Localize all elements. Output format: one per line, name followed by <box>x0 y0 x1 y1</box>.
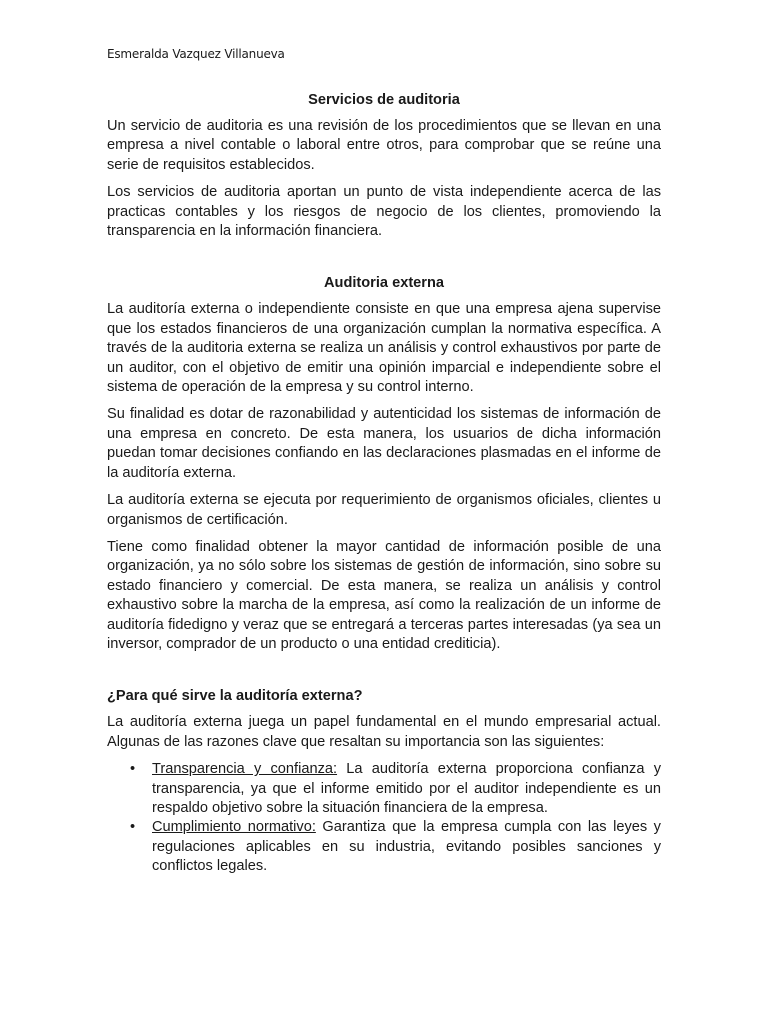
list-item <box>130 760 661 818</box>
list-item-term: Transparencia y confianza: <box>152 761 338 778</box>
section-spacer <box>107 249 661 274</box>
paragraph-externa-4: Tiene como finalidad obtener la mayor cantidad de información posible de una organización, ya no sólo sobre los sistemas de gestión de información, sino sobre su estado financiero y comercial. De esta manera, se realiza un análisis y control exhaustivo sobre la marcha de la empresa, así como la realización de un informe de auditoría fidedigno y veraz que se entregará a terceras partes interesadas (ya sea un inversor, comprador de un producto o una entidad crediticia). <box>107 538 661 652</box>
section-title-externa: Auditoria externa <box>323 275 445 292</box>
section-title-servicios: Servicios de auditoria <box>308 92 460 108</box>
bullet-icon: • <box>130 819 136 836</box>
section-title-para-que: ¿Para qué sirve la auditoría externa? <box>107 688 363 705</box>
list-item-text: Garantiza que la empresa cumpla con las leyes y regulaciones aplicables en su industria, evitando posibles sanciones y conflictos legales. <box>152 819 661 875</box>
paragraph-servicios-2: Los servicios de auditoria aportan un punto de vista independiente acerca de las practicas contables y los riesgos de negocio de los clientes, promoviendo la transparencia en la información financiera. <box>107 184 661 240</box>
author-header: Esmeralda Vazquez Villanueva <box>107 47 285 61</box>
list-item <box>130 818 661 876</box>
document-page <box>107 46 661 877</box>
reasons-list <box>107 760 661 876</box>
bullet-icon: • <box>130 761 136 778</box>
paragraph-para-que-intro: La auditoría externa juega un papel fundamental en el mundo empresarial actual. Algunas de las razones clave que resaltan su importancia son las siguientes: <box>107 714 661 750</box>
list-item-text: La auditoría externa proporciona confianza y transparencia, ya que el informe emitido por el auditor independiente es un respaldo objetivo sobre la situación financiera de la empresa. <box>152 761 661 816</box>
section-spacer <box>107 662 661 687</box>
paragraph-servicios-1: Un servicio de auditoria es una revisión de los procedimientos que se llevan en una empresa a nivel contable o laboral entre otros, para comprobar que se reúne una serie de requisitos establecidos. <box>107 118 661 173</box>
paragraph-externa-3: La auditoría externa se ejecuta por requerimiento de organismos oficiales, clientes u organismos de certificación. <box>107 492 661 528</box>
paragraph-externa-1: La auditoría externa o independiente consiste en que una empresa ajena supervise que los estados financieros de una organización cumplan la normativa específica. A través de la auditoria externa se realiza un análisis y control exhaustivos por parte de un auditor, con el objetivo de emitir una opinión imparcial e independiente sobre el sistema de operación de la empresa y su control interno. <box>107 301 661 396</box>
paragraph-externa-2: Su finalidad es dotar de razonabilidad y autenticidad los sistemas de información de una empresa en concreto. De esta manera, los usuarios de dicha información puedan tomar decisiones confiando en las declaraciones plasmadas en el informe de la auditoría externa. <box>107 406 661 481</box>
list-item-term: Cumplimiento normativo: <box>152 819 316 836</box>
